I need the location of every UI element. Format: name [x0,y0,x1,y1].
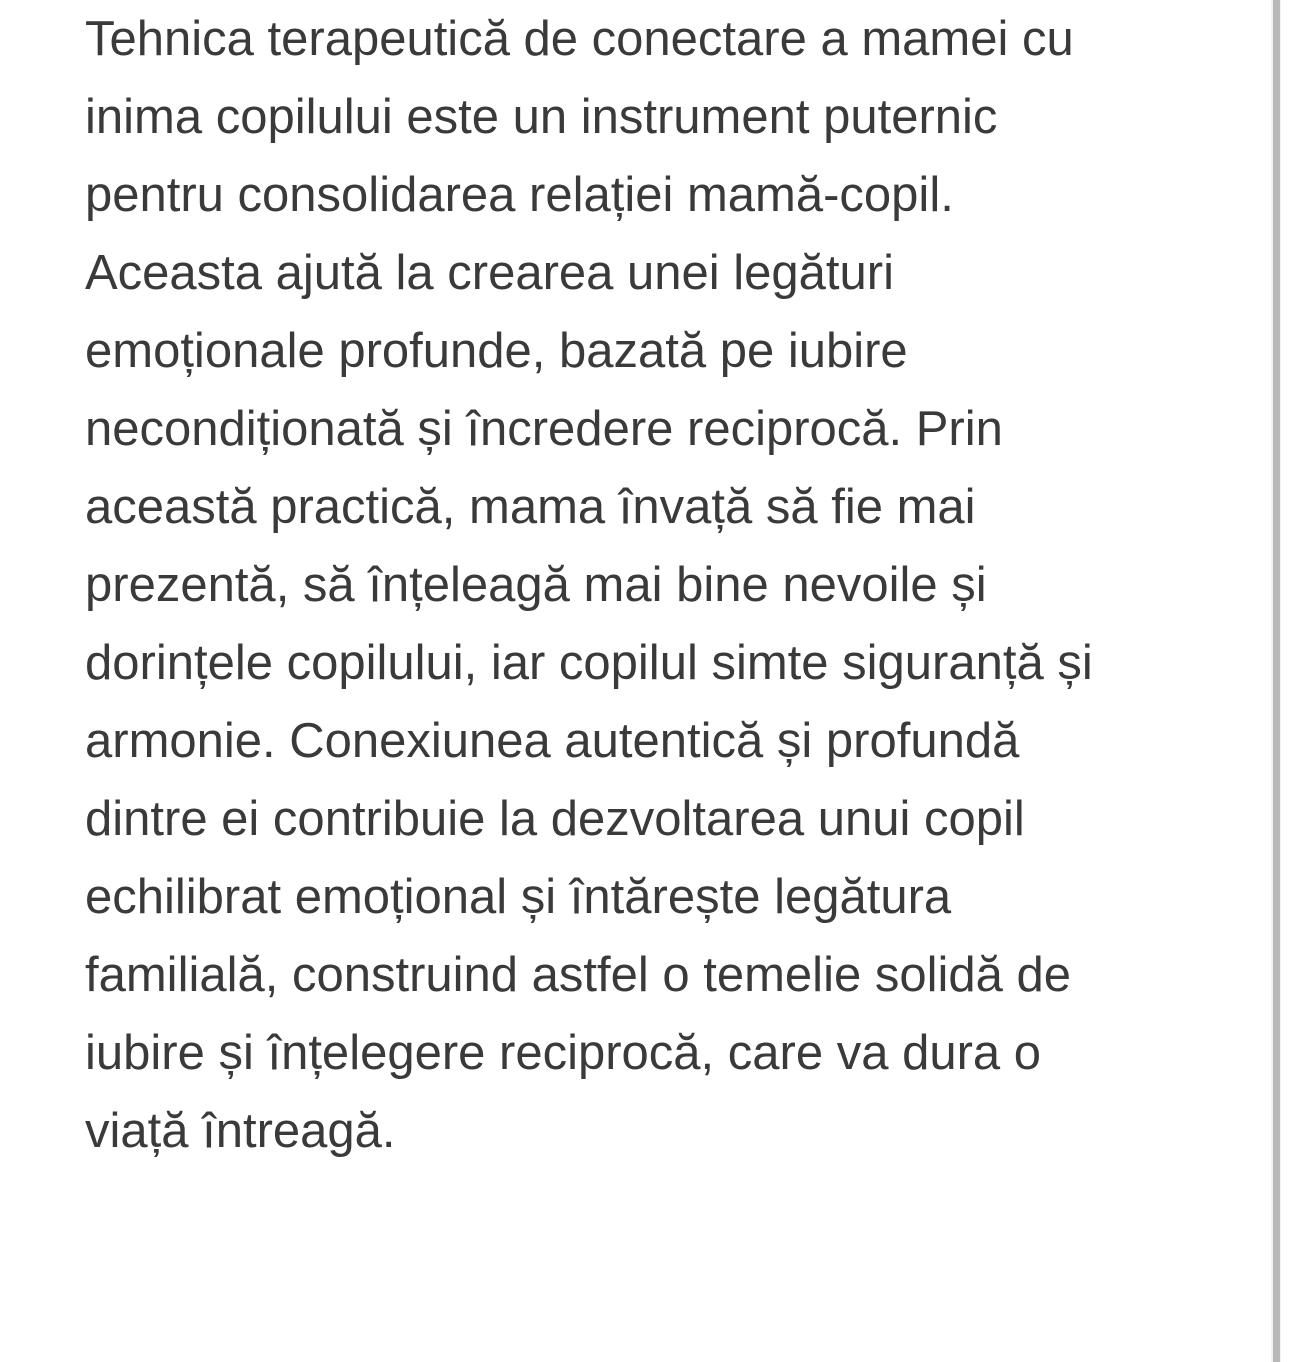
article-line: viață întreagă. [85,1104,396,1158]
article-line: pentru consolidarea relației mamă-copil. [85,168,954,222]
article-line: Aceasta ajută la crearea unei legături [85,246,895,300]
article-line: echilibrat emoțional și întărește legătura [85,870,952,924]
article-line: familială, construind astfel o temelie solidă de [85,948,1071,1002]
article-line: prezentă, să înțeleagă mai bine nevoile și [85,558,987,612]
article-line: emoționale profunde, bazată pe iubire [85,324,908,378]
article-body [85,0,1245,1170]
article-line: iubire și înțelegere reciprocă, care va dura o [85,1026,1042,1080]
article-line: dintre ei contribuie la dezvoltarea unui copil [85,792,1025,846]
article-line: această practică, mama învață să fie mai [85,480,976,534]
article-line: Tehnica terapeutică de conectare a mamei cu [85,12,1074,66]
article-line: armonie. Conexiunea autentică și profundă [85,714,1020,768]
scrollbar-thumb[interactable] [1273,0,1280,1362]
article-line: necondiționată și încredere reciprocă. Prin [85,402,1003,456]
article-line: dorințele copilului, iar copilul simte siguranță și [85,636,1093,690]
article-line: inima copilului este un instrument puternic [85,90,998,144]
